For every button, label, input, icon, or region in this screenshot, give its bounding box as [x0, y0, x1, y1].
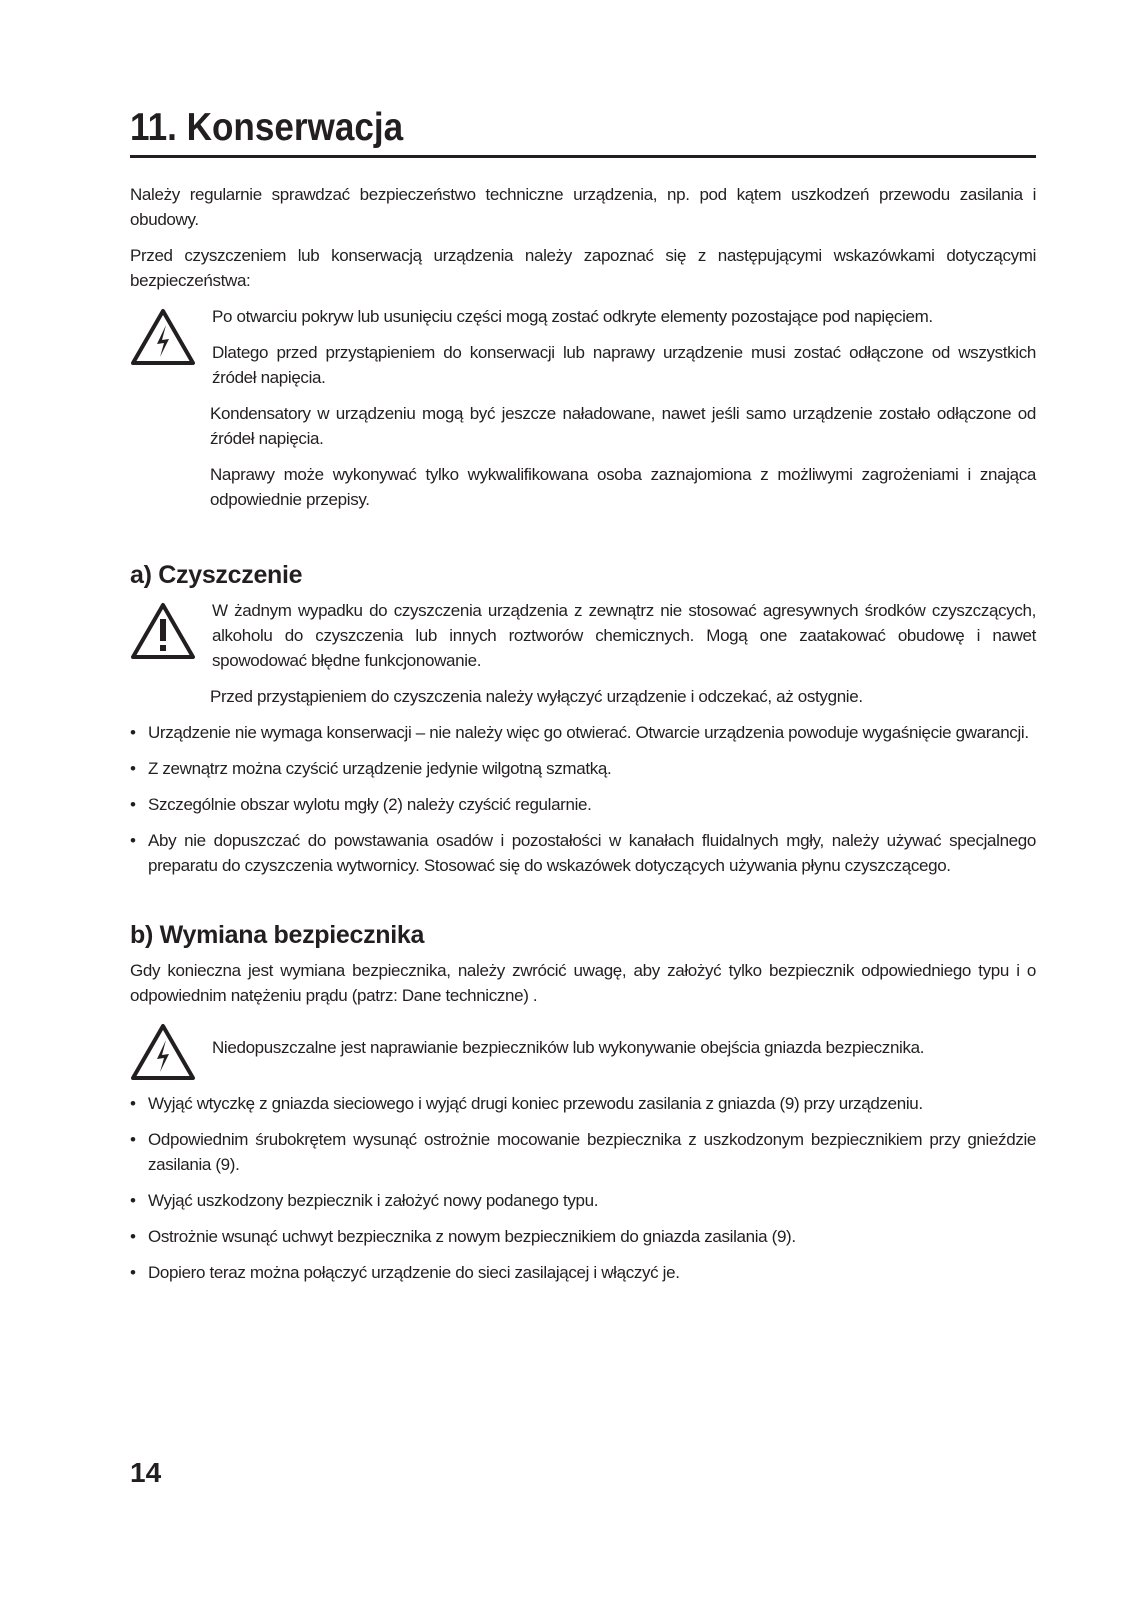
- high-voltage-warning-icon: [130, 1019, 212, 1081]
- cleaning-list: [130, 720, 1036, 878]
- bullet-mark: •: [130, 1094, 136, 1113]
- bullet-mark: •: [130, 759, 136, 778]
- list-item: [130, 1127, 1036, 1177]
- bullet-mark: •: [130, 795, 136, 814]
- list-item: [130, 1224, 1036, 1249]
- list-item: [130, 720, 1036, 745]
- list-item: [130, 1260, 1036, 1285]
- title-block: [130, 103, 1036, 158]
- intro-paragraph-2: Przed czyszczeniem lub konserwacją urządzenia należy zapoznać się z następującymi wskazówkami dotyczącymi bezpieczeństwa:: [130, 246, 1036, 290]
- voltage-warning-line-1: Po otwarciu pokryw lub usunięciu części mogą zostać odkryte elementy pozostające pod napięciem.: [212, 307, 933, 326]
- list-item-text: Urządzenie nie wymaga konserwacji – nie należy więc go otwierać. Otwarcie urządzenia powoduje wygaśnięcie gwarancji.: [148, 723, 1029, 742]
- list-item: [130, 1188, 1036, 1213]
- high-voltage-warning-icon: [130, 304, 212, 366]
- fuse-intro: Gdy konieczna jest wymiana bezpiecznika, należy zwrócić uwagę, aby założyć tylko bezpiecznik odpowiedniego typu i o odpowiednim natężeniu prądu (patrz: Dane techniczne) .: [130, 961, 1036, 1005]
- voltage-warning-block: [130, 304, 1036, 401]
- page-content: [130, 103, 1036, 1296]
- exclamation-warning-icon: [130, 598, 212, 660]
- cleaning-warning-block: [130, 598, 1036, 684]
- list-item-text: Odpowiednim śrubokrętem wysunąć ostrożnie mocowanie bezpiecznika z uszkodzonym bezpiecznikiem przy gnieździe zasilania (9).: [148, 1130, 1036, 1174]
- page-title: 11. Konserwacja: [130, 106, 404, 149]
- page-number: 14: [130, 1457, 162, 1488]
- intro-paragraph-1: Należy regularnie sprawdzać bezpieczeństwo techniczne urządzenia, np. pod kątem uszkodzeń przewodu zasilania i obudowy.: [130, 185, 1036, 229]
- voltage-warning-line-2: Dlatego przed przystąpieniem do konserwacji lub naprawy urządzenie musi zostać odłączone od wszystkich źródeł napięcia.: [212, 343, 1036, 387]
- list-item-text: Dopiero teraz można połączyć urządzenie do sieci zasilającej i włączyć je.: [148, 1263, 680, 1282]
- list-item: [130, 1091, 1036, 1116]
- list-item-text: Szczególnie obszar wylotu mgły (2) należy czyścić regularnie.: [148, 795, 592, 814]
- voltage-warning-extra: [210, 401, 1036, 512]
- fuse-steps-list: [130, 1091, 1036, 1285]
- bullet-mark: •: [130, 723, 136, 742]
- list-item: [130, 792, 1036, 817]
- bullet-mark: •: [130, 1263, 136, 1282]
- list-item-text: Wyjąć wtyczkę z gniazda sieciowego i wyjąć drugi koniec przewodu zasilania z gniazda (9) przy urządzeniu.: [148, 1094, 923, 1113]
- repair-note: Naprawy może wykonywać tylko wykwalifikowana osoba zaznajomiona z możliwymi zagrożeniami i znająca odpowiednie przepisy.: [210, 465, 1036, 509]
- list-item-text: Z zewnątrz można czyścić urządzenie jedynie wilgotną szmatką.: [148, 759, 612, 778]
- bullet-mark: •: [130, 1227, 136, 1246]
- bullet-mark: •: [130, 1191, 136, 1210]
- fuse-warning-text: Niedopuszczalne jest naprawianie bezpieczników lub wykonywanie obejścia gniazda bezpiecznika.: [212, 1038, 925, 1057]
- section-b-heading: b) Wymiana bezpiecznika: [130, 921, 425, 949]
- list-item-text: Aby nie dopuszczać do powstawania osadów i pozostałości w kanałach fluidalnych mgły, należy używać specjalnego preparatu do czyszczenia wytwornicy. Stosować się do wskazówek dotyczących używania płynu czyszczącego.: [148, 831, 1036, 875]
- bullet-mark: •: [130, 1130, 136, 1149]
- capacitor-note: Kondensatory w urządzeniu mogą być jeszcze naładowane, nawet jeśli samo urządzenie zostało odłączone od źródeł napięcia.: [210, 404, 1036, 448]
- cooldown-note: Przed przystąpieniem do czyszczenia należy wyłączyć urządzenie i odczekać, aż ostygnie.: [210, 687, 863, 706]
- cleaning-warning-text: W żadnym wypadku do czyszczenia urządzenia z zewnątrz nie stosować agresywnych środków czyszczących, alkoholu do czyszczenia lub innych roztworów chemicznych. Mogą one zaatakować obudowę i nawet spowodować błędne funkcjonowanie.: [212, 601, 1036, 670]
- list-item-text: Ostrożnie wsunąć uchwyt bezpiecznika z nowym bezpiecznikiem do gniazda zasilania (9).: [148, 1227, 796, 1246]
- list-item: [130, 756, 1036, 781]
- list-item-text: Wyjąć uszkodzony bezpiecznik i założyć nowy podanego typu.: [148, 1191, 599, 1210]
- section-a-heading: a) Czyszczenie: [130, 561, 303, 589]
- bullet-mark: •: [130, 831, 136, 850]
- fuse-warning-block: [130, 1019, 1036, 1091]
- cleaning-warning-extra: [210, 684, 1036, 709]
- list-item: [130, 828, 1036, 878]
